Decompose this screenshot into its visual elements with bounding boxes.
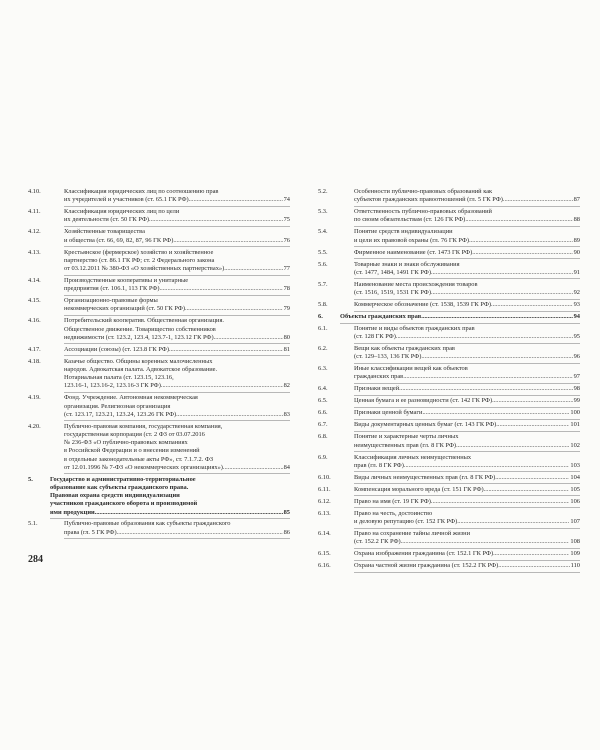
toc-entry	[318, 562, 580, 570]
dot-leader	[422, 409, 569, 417]
entry-divider	[354, 395, 580, 396]
dot-leader	[117, 529, 283, 537]
entry-divider	[64, 275, 290, 276]
dot-leader	[176, 411, 282, 419]
dot-leader	[491, 301, 573, 309]
toc-entry-title	[354, 365, 580, 381]
toc-entry-line: их деятельности (ст. 50 ГК РФ)	[64, 216, 150, 224]
toc-entry	[318, 301, 580, 309]
toc-entry-page: 79	[283, 305, 290, 313]
toc-entry-line: Потребительский кооператив. Общественная организация.	[64, 317, 224, 325]
toc-entry-number: 6.1.	[318, 324, 328, 332]
entry-divider	[354, 278, 580, 279]
toc-entry-line: и общества (ст. 66, 69, 82, 87, 96 ГК РФ)	[64, 236, 174, 244]
toc-entry-number: 6.4.	[318, 385, 328, 393]
toc-entry-number: 5.3.	[318, 208, 328, 216]
toc-entry	[318, 281, 580, 297]
toc-entry-title	[354, 409, 580, 417]
toc-entry-line: субъектов гражданских правоотношений (гл. 5 ГК РФ)	[354, 196, 503, 204]
toc-entry	[28, 249, 290, 274]
toc-entry	[28, 520, 290, 536]
toc-entry-line: некоммерческих организаций (ст. 50 ГК РФ)	[64, 305, 185, 313]
toc-entry	[28, 317, 290, 342]
toc-entry-page: 108	[570, 538, 580, 546]
toc-entry-number: 4.20.	[28, 422, 41, 430]
toc-entry-page: 74	[283, 196, 290, 204]
toc-entry-page: 76	[283, 236, 290, 244]
toc-entry	[28, 358, 290, 391]
toc-entry-line: Фирменное наименование (ст. 1473 ГК РФ)	[354, 248, 473, 256]
entry-divider	[354, 483, 580, 484]
toc-entry-line: их учредителей и участников (ст. 65.1 ГК РФ)	[64, 196, 189, 204]
toc-entry-page: 92	[573, 288, 580, 296]
dot-leader	[214, 334, 283, 342]
entry-divider	[354, 560, 580, 561]
toc-entry-title	[64, 208, 290, 224]
toc-entry-number: 4.10.	[28, 188, 41, 195]
toc-entry-line: участников гражданского оборота и производимой	[50, 500, 198, 508]
toc-entry-title	[354, 261, 580, 277]
toc-entry-line: Государство и административно-территориальное	[50, 475, 196, 483]
toc-left-column	[28, 188, 290, 541]
toc-entry-page: 87	[573, 196, 580, 204]
toc-entry	[28, 208, 290, 224]
toc-entry	[318, 208, 580, 224]
toc-entry	[318, 486, 580, 494]
toc-entry-line: Вещи как объекты гражданских прав	[354, 345, 455, 353]
toc-entry-page: 101	[570, 421, 580, 429]
toc-entry-page: 97	[573, 373, 580, 381]
toc-entry-number: 6.8.	[318, 433, 328, 441]
toc-entry-line: (ст. 1516, 1519, 1531 ГК РФ)	[354, 288, 431, 296]
toc-entry-line: Ассоциации (союзы) (ст. 123.8 ГК РФ)	[64, 345, 169, 353]
toc-entry-line: государственная корпорация (ст. 2 ФЗ от 03.07.2016	[64, 430, 205, 438]
toc-entry-number: 4.12.	[28, 228, 41, 236]
toc-entry-title	[354, 325, 580, 341]
toc-entry-title	[64, 520, 290, 536]
toc-entry-line: Фонд. Учреждение. Автономная некоммерческая	[64, 394, 198, 402]
toc-entry-page: 105	[570, 485, 580, 493]
toc-entry-page: 83	[283, 410, 290, 418]
dot-leader	[224, 265, 282, 273]
toc-entry-page: 109	[570, 550, 580, 558]
toc-entry	[28, 297, 290, 313]
toc-entry-title	[64, 346, 290, 354]
toc-entry-line: Коммерческое обозначение (ст. 1538, 1539 ГК РФ)	[354, 300, 492, 308]
toc-entry-page: 95	[573, 333, 580, 341]
entry-divider	[64, 538, 290, 539]
toc-entry-title	[354, 498, 580, 506]
toc-entry-line: Общественное движение. Товарищество собственников	[64, 325, 216, 333]
toc-entry-page: 93	[573, 300, 580, 308]
dot-leader	[185, 305, 283, 313]
toc-entry	[28, 346, 290, 354]
entry-divider	[64, 473, 290, 474]
toc-entry	[318, 188, 580, 204]
toc-entry-page: 110	[570, 562, 580, 570]
dot-leader	[431, 269, 573, 277]
toc-entry-number: 5.5.	[318, 248, 328, 256]
toc-entry	[318, 474, 580, 482]
toc-entry-line: Охрана частной жизни гражданина (ст. 152.2 ГК РФ)	[354, 562, 499, 570]
toc-entry-title	[354, 421, 580, 429]
dot-leader	[223, 464, 283, 472]
entry-divider	[354, 471, 580, 472]
toc-entry-title	[64, 394, 290, 419]
toc-entry-number: 4.11.	[28, 208, 41, 216]
toc-entry	[318, 385, 580, 393]
entry-divider	[354, 258, 580, 259]
toc-entry-title	[354, 550, 580, 558]
toc-entry-number: 5.1.	[28, 520, 38, 528]
dot-leader	[160, 285, 283, 293]
entry-divider	[64, 420, 290, 421]
toc-entry-title	[354, 510, 580, 526]
toc-entry-line: Право на честь, достоинство	[354, 509, 433, 517]
entry-divider	[354, 383, 580, 384]
toc-entry-page: 78	[283, 285, 290, 293]
toc-entry-title	[64, 249, 290, 274]
dot-leader	[421, 313, 572, 321]
toc-entry-page: 106	[570, 497, 580, 505]
toc-entry-line: Ценная бумага и ее разновидности (ст. 142 ГК РФ)	[354, 397, 493, 405]
toc-entry-line: (ст. 129–133, 136 ГК РФ)	[354, 353, 422, 361]
toc-entry-line: Виды документарных ценных бумаг (ст. 143 ГК РФ)	[354, 421, 497, 429]
toc-entry-line: Компенсация морального вреда (ст. 151 ГК РФ)	[354, 485, 484, 493]
dot-leader	[465, 216, 572, 224]
toc-entry-title	[354, 433, 580, 449]
toc-entry-number: 6.5.	[318, 397, 328, 405]
toc-entry-line: (ст. 128 ГК РФ)	[354, 333, 396, 341]
dot-leader	[472, 249, 572, 257]
toc-entry	[28, 423, 290, 472]
toc-entry-line: Виды личных неимущественных прав (гл. 8 ГК РФ)	[354, 473, 496, 481]
toc-entry	[318, 510, 580, 526]
toc-entry-line: Крестьянское (фермерское) хозяйство и хозяйственное	[64, 248, 214, 256]
dot-leader	[401, 538, 570, 546]
toc-entry-number: 6.15.	[318, 550, 331, 558]
toc-entry-line: и цели их правовой охраны (гл. 76 ГК РФ)	[354, 236, 470, 244]
toc-entry-number: 4.13.	[28, 248, 41, 256]
dot-leader	[492, 397, 573, 405]
toc-entry-number: 6.	[318, 312, 323, 320]
toc-entry-page: 88	[573, 216, 580, 224]
toc-entry-page: 100	[570, 409, 580, 417]
toc-entry-line: Объекты гражданских прав	[340, 312, 422, 320]
dot-leader	[431, 498, 570, 506]
toc-entry-number: 6.11.	[318, 485, 331, 493]
toc-entry-line: Правовая охрана средств индивидуализации	[50, 492, 180, 500]
toc-entry-title	[64, 277, 290, 293]
toc-entry-number: 5.7.	[318, 280, 328, 288]
toc-entry-title	[354, 530, 580, 546]
toc-entry-number: 5.	[28, 475, 33, 483]
toc-entry-page: 96	[573, 353, 580, 361]
toc-entry	[318, 550, 580, 558]
toc-entry-number: 6.13.	[318, 509, 331, 517]
toc-entry-line: права (гл. 5 ГК РФ)	[64, 528, 117, 536]
entry-divider	[340, 323, 580, 324]
toc-entry-line: народов. Адвокатская палата. Адвокатское образование.	[64, 365, 218, 373]
entry-divider	[354, 431, 580, 432]
toc-entry	[318, 345, 580, 361]
dot-leader	[484, 486, 570, 494]
toc-entry-page: 94	[573, 312, 580, 320]
toc-entry-line: образование как субъекты гражданского права.	[50, 483, 189, 491]
toc-entry-title	[64, 317, 290, 342]
toc-entry	[318, 365, 580, 381]
toc-entry-page: 81	[283, 345, 290, 353]
toc-entry-line: Иные классификации вещей как объектов	[354, 365, 468, 373]
toc-entry-number: 6.7.	[318, 421, 328, 429]
toc-entry-number: 6.2.	[318, 345, 328, 353]
entry-divider	[354, 226, 580, 227]
toc-entry-line: Ответственность публично-правовых образований	[354, 208, 492, 216]
toc-entry-title	[354, 562, 580, 570]
toc-entry-line: Классификация юридических лиц по соотношению прав	[64, 188, 219, 195]
entry-divider	[354, 246, 580, 247]
dot-leader	[469, 237, 573, 245]
toc-entry-page: 89	[573, 236, 580, 244]
entry-divider	[354, 528, 580, 529]
toc-entry-number: 6.6.	[318, 409, 328, 417]
toc-entry-title	[354, 301, 580, 309]
toc-entry-line: Понятие средств индивидуализации	[354, 228, 453, 236]
toc-entry-page: 80	[283, 333, 290, 341]
toc-entry-title	[64, 358, 290, 391]
toc-entry-number: 6.14.	[318, 529, 331, 537]
toc-entry-line: Понятие и виды объектов гражданских прав	[354, 324, 475, 332]
toc-entry-title	[64, 297, 290, 313]
toc-entry	[28, 476, 290, 517]
toc-entry-line: (ст. 1477, 1484, 1491 ГК РФ)	[354, 268, 431, 276]
toc-entry-line: (ст. 123.17, 123.21, 123.24, 123.26 ГК РФ)	[64, 410, 177, 418]
entry-divider	[354, 206, 580, 207]
toc-entry-line: (ст. 152.2 ГК РФ)	[354, 538, 401, 546]
page-number: 284	[28, 554, 43, 565]
entry-divider	[64, 295, 290, 296]
toc-entry-title	[50, 476, 290, 517]
toc-entry	[318, 433, 580, 449]
toc-entry-title	[64, 423, 290, 472]
toc-entry-number: 5.8.	[318, 300, 328, 308]
toc-entry	[318, 313, 580, 321]
toc-entry-line: по своим обязательствам (ст. 126 ГК РФ)	[354, 216, 466, 224]
toc-entry	[28, 228, 290, 244]
toc-entry-page: 103	[570, 461, 580, 469]
toc-entry-title	[354, 228, 580, 244]
toc-entry	[28, 188, 290, 204]
toc-entry-number: 5.6.	[318, 260, 328, 268]
toc-entry-page: 75	[283, 216, 290, 224]
dot-leader	[95, 509, 283, 517]
dot-leader	[503, 196, 573, 204]
toc-entry-line: неимущественных прав (гл. 8 ГК РФ)	[354, 441, 457, 449]
toc-entry-title	[354, 454, 580, 470]
dot-leader	[189, 196, 283, 204]
dot-leader	[173, 237, 282, 245]
toc-entry-page: 82	[283, 382, 290, 390]
entry-divider	[64, 392, 290, 393]
toc-entry-line: Нотариальная палата (ст. 123.15, 123.16,	[64, 374, 174, 382]
toc-entry-title	[354, 397, 580, 405]
dot-leader	[403, 373, 572, 381]
toc-entry-line: Признаки ценной бумаги	[354, 409, 423, 417]
toc-entry-number: 6.12.	[318, 497, 331, 505]
entry-divider	[64, 315, 290, 316]
toc-entry-page: 84	[283, 463, 290, 471]
toc-entry-line: № 236-ФЗ «О публично-правовых компаниях	[64, 439, 188, 447]
toc-entry-line: Классификация юридических лиц по цели	[64, 208, 180, 216]
toc-entry-line: партнерство (ст. 86.1 ГК РФ; ст. 2 Федерального закона	[64, 256, 215, 264]
toc-entry-line: 123.16-1, 123.16-2, 123.16-3 ГК РФ)	[64, 382, 161, 390]
toc-entry-line: в Российской Федерации и о внесении изменений	[64, 447, 200, 455]
toc-entry-title	[64, 228, 290, 244]
toc-entry-page: 91	[573, 268, 580, 276]
entry-divider	[354, 419, 580, 420]
toc-entry-line: Право на сохранение тайны личной жизни	[354, 529, 470, 537]
toc-entry	[318, 409, 580, 417]
entry-divider	[64, 343, 290, 344]
toc-entry-page: 99	[573, 397, 580, 405]
entry-divider	[354, 343, 580, 344]
toc-entry-title	[340, 313, 580, 321]
toc-entry-title	[354, 188, 580, 204]
toc-entry	[28, 394, 290, 419]
toc-entry-line: Понятие и характерные черты личных	[354, 433, 459, 441]
entry-divider	[354, 299, 580, 300]
toc-entry-line: Признаки вещей	[354, 385, 400, 393]
toc-entry	[318, 249, 580, 257]
entry-divider	[64, 246, 290, 247]
toc-entry-page: 104	[570, 473, 580, 481]
toc-entry	[318, 397, 580, 405]
toc-entry-page: 98	[573, 385, 580, 393]
dot-leader	[496, 421, 569, 429]
toc-entry-number: 4.15.	[28, 297, 41, 305]
toc-entry-line: предприятия (ст. 106.1, 113 ГК РФ)	[64, 285, 160, 293]
entry-divider	[354, 507, 580, 508]
toc-entry-page: 102	[570, 441, 580, 449]
dot-leader	[431, 289, 573, 297]
toc-entry-line: недвижимости (ст. 123.2, 123.4, 123.7-1, 123.12 ГК РФ)	[64, 333, 214, 341]
toc-entry-number: 6.10.	[318, 473, 331, 481]
toc-entry	[318, 325, 580, 341]
toc-entry-line: Производственные кооперативы и унитарные	[64, 276, 189, 284]
toc-entry-number: 5.2.	[318, 188, 328, 195]
toc-entry-line: гражданских прав	[354, 373, 404, 381]
entry-divider	[354, 495, 580, 496]
toc-entry-line: Наименование места происхождения товаров	[354, 280, 478, 288]
toc-right-column	[318, 188, 580, 574]
toc-entry-title	[354, 281, 580, 297]
toc-entry-title	[64, 188, 290, 204]
entry-divider	[354, 548, 580, 549]
dot-leader	[495, 474, 569, 482]
dot-leader	[421, 353, 572, 361]
toc-entry-line: от 12.01.1996 № 7-ФЗ «О некоммерческих организациях»)	[64, 463, 223, 471]
toc-entry-line: Особенности публично-правовых образований как	[354, 188, 493, 195]
toc-entry	[318, 530, 580, 546]
entry-divider	[50, 518, 290, 519]
dot-leader	[493, 550, 569, 558]
entry-divider	[64, 206, 290, 207]
toc-entry-title	[354, 345, 580, 361]
dot-leader	[404, 462, 570, 470]
entry-divider	[354, 311, 580, 312]
toc-entry-line: Казачье общество. Общины коренных малочисленных	[64, 357, 213, 365]
toc-entry-number: 6.3.	[318, 365, 328, 373]
entry-divider	[354, 451, 580, 452]
toc-entry-line: Классификация личных неимущественных	[354, 453, 472, 461]
toc-entry-line: Организационно-правовые формы	[64, 297, 158, 305]
toc-entry-number: 4.16.	[28, 317, 41, 325]
toc-entry-line: Охрана изображения гражданина (ст. 152.1 ГК РФ)	[354, 550, 494, 558]
toc-entry-line: и деловую репутацию (ст. 152 ГК РФ)	[354, 517, 458, 525]
dot-leader	[149, 216, 283, 224]
toc-entry-line: от 03.12.2011 № 380-ФЗ «О хозяйственных партнерствах»)	[64, 264, 225, 272]
toc-entry-page: 77	[283, 264, 290, 272]
toc-entry-number: 6.16.	[318, 562, 331, 570]
toc-entry-line: в отдельные законодательные акты РФ», ст. 7.1.7.2. ФЗ	[64, 455, 214, 463]
toc-entry-number: 4.14.	[28, 276, 41, 284]
toc-entry-page: 107	[570, 517, 580, 525]
toc-entry-line: организация. Религиозная организация	[64, 402, 171, 410]
toc-entry-number: 4.17.	[28, 345, 41, 353]
toc-entry-title	[354, 249, 580, 257]
toc-entry-title	[354, 385, 580, 393]
toc-entry-line: Право на имя (ст. 19 ГК РФ)	[354, 497, 431, 505]
toc-entry	[318, 261, 580, 277]
toc-entry-number: 4.18.	[28, 357, 41, 365]
dot-leader	[169, 346, 283, 354]
dot-leader	[457, 518, 569, 526]
toc-entry-title	[354, 486, 580, 494]
toc-entry-line: Публично-правовая компания, государственная компания,	[64, 422, 223, 430]
toc-entry-line: ими продукции	[50, 508, 95, 516]
toc-entry	[318, 454, 580, 470]
entry-divider	[64, 226, 290, 227]
dot-leader	[456, 442, 569, 450]
toc-entry-number: 6.9.	[318, 453, 328, 461]
toc-entry-title	[354, 474, 580, 482]
toc-entry-page: 86	[283, 528, 290, 536]
toc-entry-page: 85	[283, 508, 290, 516]
toc-entry	[28, 277, 290, 293]
dot-leader	[498, 562, 569, 570]
toc-entry	[318, 498, 580, 506]
toc-entry	[318, 228, 580, 244]
entry-divider	[354, 572, 580, 573]
toc-entry	[318, 421, 580, 429]
toc-entry-page: 90	[573, 248, 580, 256]
dot-leader	[161, 382, 283, 390]
dot-leader	[396, 333, 573, 341]
toc-entry-number: 4.19.	[28, 394, 41, 402]
toc-entry-number: 5.4.	[318, 228, 328, 236]
entry-divider	[64, 355, 290, 356]
entry-divider	[354, 407, 580, 408]
toc-entry-title	[354, 208, 580, 224]
dot-leader	[399, 385, 572, 393]
entry-divider	[354, 363, 580, 364]
toc-entry-line: Хозяйственные товарищества	[64, 228, 145, 236]
toc-entry-line: Товарные знаки и знаки обслуживания	[354, 260, 460, 268]
toc-entry-line: прав (гл. 8 ГК РФ)	[354, 461, 404, 469]
toc-entry-line: Публично-правовые образования как субъекты гражданского	[64, 520, 231, 528]
